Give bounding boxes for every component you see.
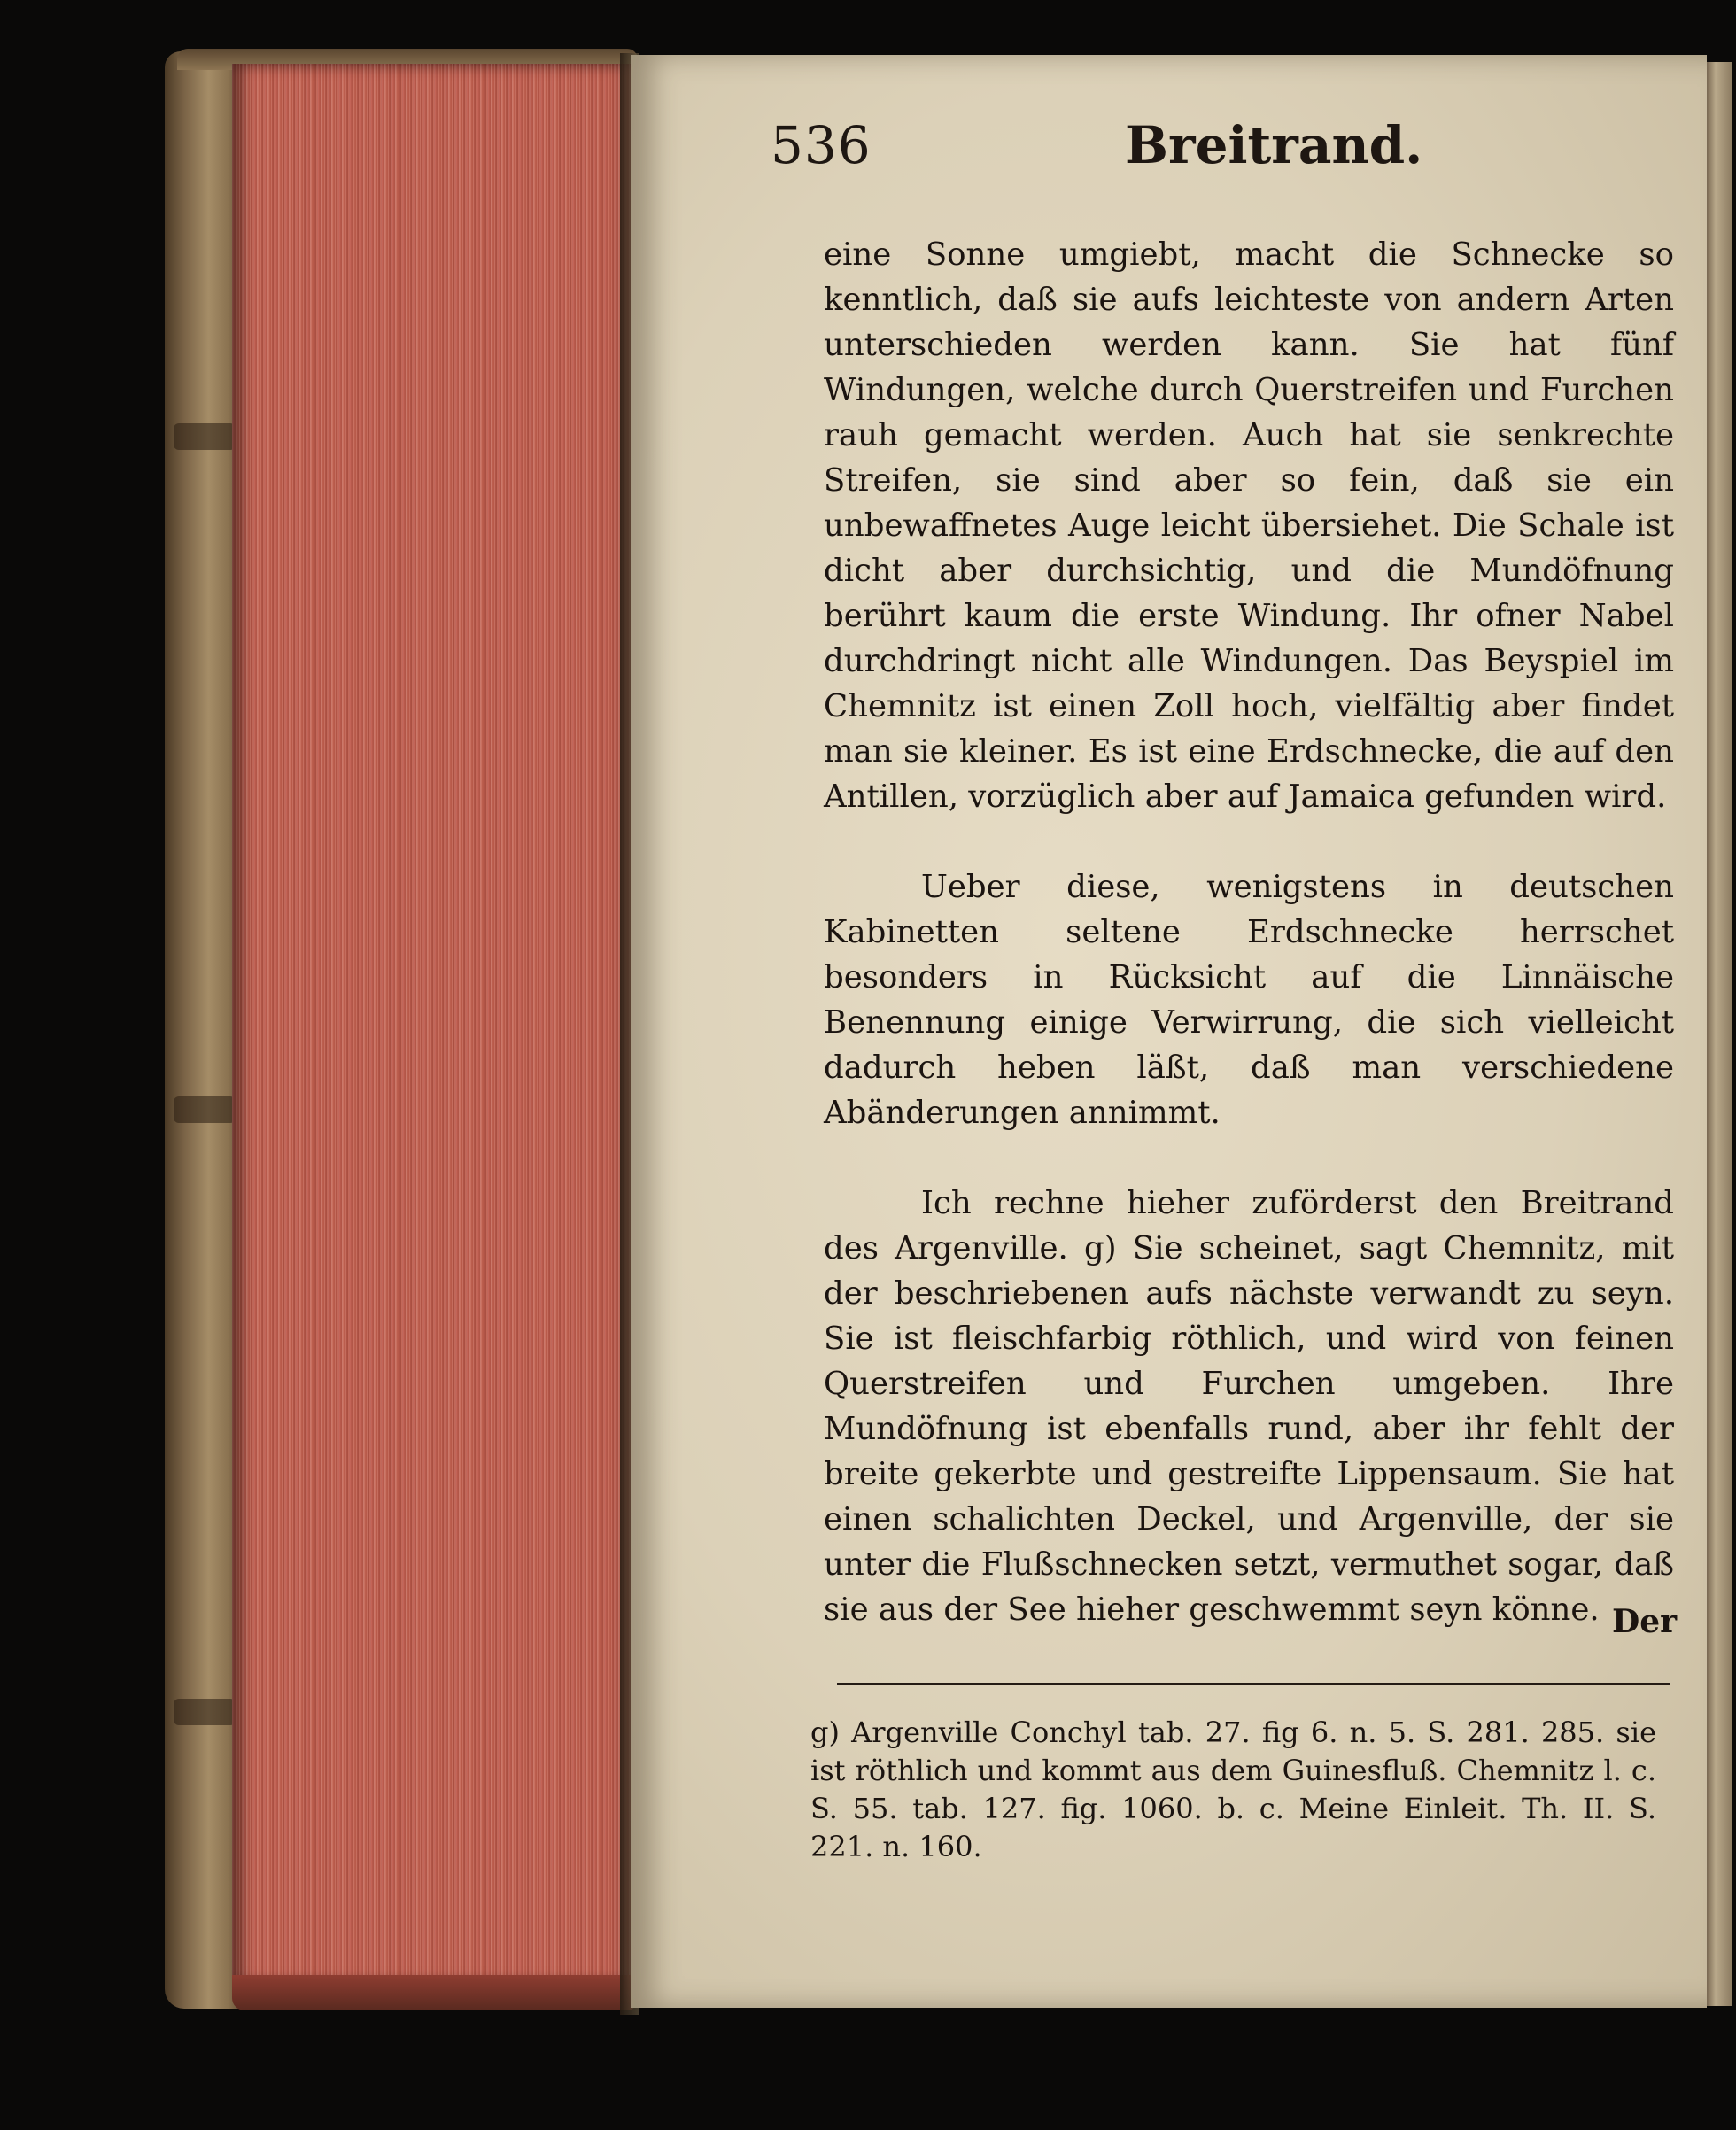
spine-band (174, 423, 236, 450)
footnote: g) Argenville Conchyl tab. 27. fig 6. n. 5. S. 281. 285. sie ist röthlich und kommt aus dem Guinesfluß. Chemnitz l. c. S. 55. tab. 127. fig. 1060. b. c. Meine Einleit. Th. II. S. 221. n. 160. (810, 1716, 1656, 1863)
facing-page-edge (1705, 62, 1732, 2006)
paragraph: Ich rechne hieher zuförderst den Breitrand des Argenville. g) Sie scheinet, sagt Chemnitz, mit der beschriebenen aufs nächste verwandt zu seyn. Sie ist fleischfarbig röthlich, und wird von feinen Querstreifen und Furchen umgeben. Ihre Mundöfnung ist ebenfalls rund, aber ihr fehlt der breite gekerbte und gestreifte Lippensaum. Sie hat einen schalichten Deckel, und Argenville, der sie unter die Flußschnecken setzt, vermuthet sogar, daß sie aus der See hieher geschwemmt seyn könne. (824, 1185, 1674, 1628)
page-header (771, 115, 1423, 195)
page-edges (232, 64, 635, 1984)
catchword: Der (1612, 1603, 1678, 1640)
spine-band (174, 1699, 236, 1725)
body-text (824, 232, 1674, 1632)
footnote-divider (837, 1683, 1670, 1685)
spine-band (174, 1096, 236, 1123)
page-number: 536 (771, 115, 872, 175)
running-head: Breitrand. (1125, 115, 1423, 175)
paragraph: Ueber diese, wenigstens in deutschen Kabinetten seltene Erdschnecke herrschet besonders in Rücksicht auf die Linnäische Benennung einige Verwirrung, die sich vielleicht dadurch heben läßt, daß man verschiedene Abänderungen annimmt. (824, 869, 1674, 1131)
page-edges-bottom (232, 1975, 635, 2010)
paragraph: eine Sonne umgiebt, macht die Schnecke so kenntlich, daß sie aufs leichteste von andern Arten unterschieden werden kann. Sie hat fünf Windungen, welche durch Querstreifen und Furchen rauh gemacht werden. Auch hat sie senkrechte Streifen, sie sind aber so fein, daß sie ein unbewaffnetes Auge leicht übersiehet. Die Schale ist dicht aber durchsichtig, und die Mundöfnung berührt kaum die erste Windung. Ihr ofner Nabel durchdringt nicht alle Windungen. Das Beyspiel im Chemnitz ist einen Zoll hoch, vielfältig aber findet man sie kleiner. Es ist eine Erdschnecke, die auf den Antillen, vorzüglich aber auf Jamaica gefunden wird. (824, 236, 1674, 815)
